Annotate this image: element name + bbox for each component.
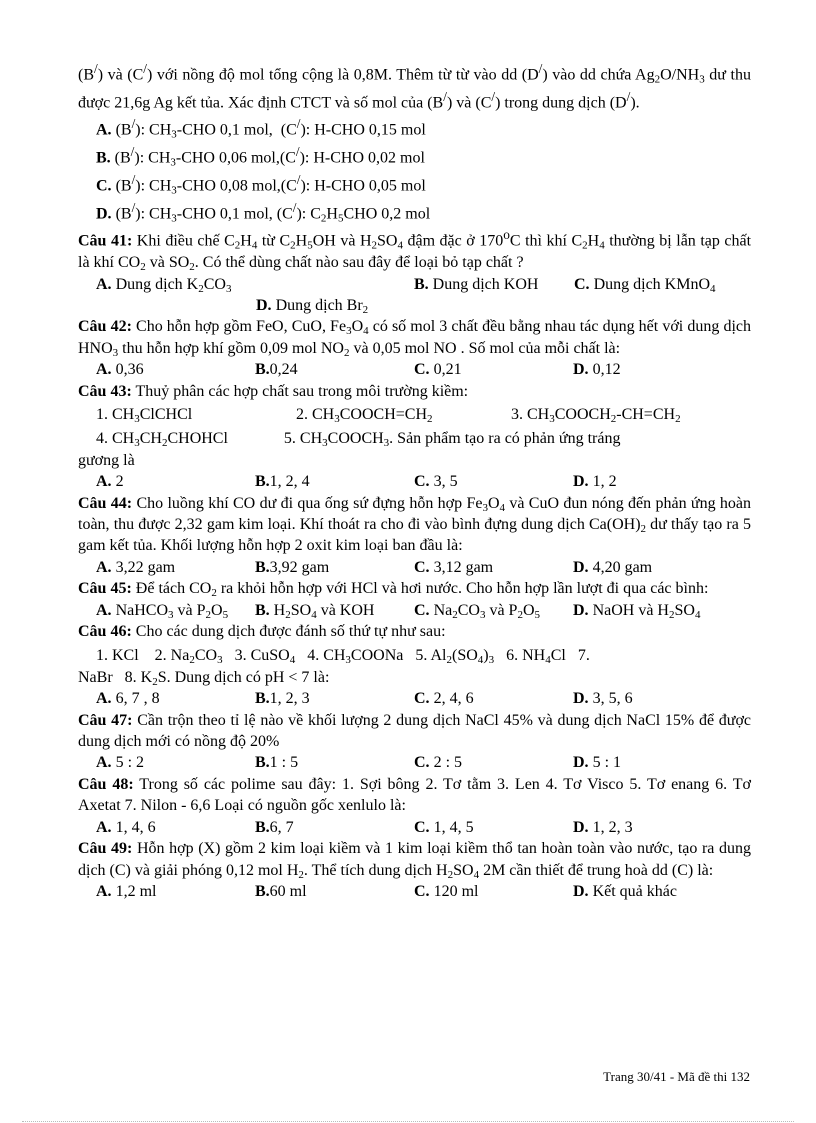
option-b: B.0,24 — [255, 361, 298, 379]
option-d: D. 1, 2, 3 — [573, 818, 633, 836]
page-edge-divider — [22, 1121, 794, 1122]
question-46-list-tail: NaBr 8. $K_2S$. Dung dịch có pH < 7 là: — [78, 668, 330, 688]
compound-2: 2. $CH_3COOCH=CH_2$ — [296, 405, 433, 425]
option-d: D. 0,12 — [573, 361, 621, 379]
option-b: B.1, 2, 3 — [255, 690, 310, 708]
question-46-list: 1. KCl 2. $Na_2CO_3$ 3. CuSO$_4$ 4. $CH_3COONa$ 5. $Al_2(SO_4)_3$ 6. $NH_4Cl$ 7. — [96, 647, 590, 667]
question-43-compounds-2: 4. $CH_3CH_2CHOHCl$ 5. $CH_3COOCH_3$. Sản phẩm tạo ra có phản ứng tráng — [96, 430, 621, 450]
compound-1: 1. $CH_3ClCHCl$ — [96, 405, 193, 425]
question-42-options — [96, 359, 751, 380]
option-a: A. Dung dịch $K_2CO_3$ — [96, 275, 232, 295]
question-45: Câu 45: Để tách $CO_2$ ra khỏi hỗn hợp với HCl và hơi nước. Cho hỗn hợp lần lượt đi qua các bình: — [78, 580, 709, 600]
option-c: C. $Na_2CO_3$ và $P_2O_5$ — [414, 601, 541, 621]
question-43-tail: gương là — [78, 451, 135, 469]
option-b: B.60 ml — [255, 882, 307, 900]
exam-page — [78, 58, 751, 902]
option-d: D. Kết quả khác — [573, 882, 677, 900]
option-d: D. NaOH và $H_2SO_4$ — [573, 601, 701, 621]
option-a: A. 1, 4, 6 — [96, 818, 156, 836]
question-41-options — [96, 274, 751, 295]
compound-3: 3. $CH_3COOCH_2-CH=CH_2$ — [511, 405, 681, 425]
option-b: B.3,92 gam — [255, 558, 330, 576]
option-a: A. 1,2 ml — [96, 882, 157, 900]
option-c: C. (B/): $CH_3$-CHO 0,08 mol,(C/): H-CHO 0,05 mol — [96, 171, 426, 197]
option-c: C. 2, 4, 6 — [414, 690, 474, 708]
question-46-options — [96, 688, 751, 709]
question-40-continuation: (B/) và (C/) với nồng độ mol tổng cộng là 0,8M. Thêm từ từ vào dd (D/) vào dd chứa $Ag_2O/NH_3$ dư thu được 21,6g Ag kết tủa. Xác định CTCT và số mol của (B/) và (C/) trong dung dịch (D/). — [78, 61, 751, 112]
option-c: C. 2 : 5 — [414, 754, 463, 772]
option-d: D. 4,20 gam — [573, 558, 653, 576]
option-a: A. 6, 7 , 8 — [96, 690, 160, 708]
question-45-options — [96, 600, 751, 621]
question-44-options — [96, 557, 751, 578]
question-49-options — [96, 881, 751, 902]
question-49: Câu 49: Hỗn hợp (X) gồm 2 kim loại kiềm và 1 kim loại kiềm thổ tan hoàn toàn vào nước, tạo ra dung dịch (C) và giải phóng 0,12 mol $H_2$. Thể tích dung dịch $H_2SO_4$ 2M cần thiết để trung hoà dd (C) là: — [78, 840, 752, 881]
option-c: C. 3, 5 — [414, 473, 458, 491]
question-42: Câu 42: Cho hỗn hợp gồm FeO, CuO, $Fe_3O_4$ có số mol 3 chất đều bằng nhau tác dụng hết với dung dịch $HNO_3$ thu hỗn hợp khí gồm 0,09 mol $NO_2$ và 0,05 mol NO . Số mol của mỗi chất là: — [78, 318, 752, 359]
option-a: A. 5 : 2 — [96, 754, 145, 772]
question-48: Câu 48: Trong số các polime sau đây: 1. Sợi bông 2. Tơ tằm 3. Len 4. Tơ Visco 5. Tơ enang 6. Tơ Axetat 7. Nilon - 6,6 Loại có nguồn gốc xenlulo là: — [78, 775, 752, 815]
question-47: Câu 47: Cần trộn theo tỉ lệ nào về khối lượng 2 dung dịch NaCl 45% và dung dịch NaCl 15% để được dung dịch mới có nồng độ 20% — [78, 711, 752, 751]
question-46: Câu 46: Cho các dung dịch được đánh số thứ tự như sau: — [78, 623, 446, 641]
question-41: Câu 41: Khi điều chế $C_2H_4$ từ $C_2H_5OH$ và $H_2SO_4$ đậm đặc ở 170$^o$C thì khí $C_2H_4$ thường bị lẫn tạp chất là khí $CO_2$ và $SO_2$. Có thể dùng chất nào sau đây để loại bỏ tạp chất ? — [78, 227, 752, 274]
question-47-options — [96, 752, 751, 773]
option-c: C. Dung dịch KMnO$_4$ — [574, 275, 716, 295]
option-c: C. 0,21 — [414, 361, 462, 379]
option-d: D. 1, 2 — [573, 473, 617, 491]
option-b: B.6, 7 — [255, 818, 294, 836]
option-c: C. 1, 4, 5 — [414, 818, 474, 836]
question-44: Câu 44: Cho luồng khí CO dư đi qua ống sứ đựng hỗn hợp $Fe_3O_4$ và CuO đun nóng đến phản ứng hoàn toàn, thu được 2,32 gam kim loại. Khí thoát ra cho đi vào bình đựng dung dịch $Ca(OH)_2$ dư thấy tạo ra 5 gam kết tủa. Khối lượng hỗn hợp 2 oxit kim loại ban đầu là: — [78, 494, 752, 555]
question-41-option-d — [256, 295, 751, 316]
option-a: A. (B/): $CH_3$-CHO 0,1 mol, (C/): H-CHO 0,15 mol — [96, 116, 426, 141]
option-a: A. NaHCO$_3$ và $P_2O_5$ — [96, 601, 229, 621]
option-d: D. 5 : 1 — [573, 754, 622, 772]
option-b: B.1 : 5 — [255, 754, 299, 772]
question-48-options — [96, 817, 751, 838]
option-b: B. $H_2SO_4$ và KOH — [255, 601, 375, 621]
option-c: C. 120 ml — [414, 882, 479, 900]
option-b: B. (B/): $CH_3$-CHO 0,06 mol,(C/): H-CHO 0,02 mol — [96, 144, 425, 169]
option-d: D. (B/): $CH_3$-CHO 0,1 mol, (C/): $C_2H_5CHO$ 0,2 mol — [96, 199, 431, 224]
option-a: A. 3,22 gam — [96, 558, 176, 576]
option-a: A. 0,36 — [96, 361, 144, 379]
question-43-options — [96, 471, 751, 492]
option-d: D. Dung dịch $Br_2$ — [256, 296, 369, 316]
option-d: D. 3, 5, 6 — [573, 690, 633, 708]
option-a: A. 2 — [96, 473, 124, 491]
option-c: C. 3,12 gam — [414, 558, 494, 576]
option-b: B.1, 2, 4 — [255, 473, 310, 491]
question-43: Câu 43: Thuỷ phân các hợp chất sau trong môi trường kiềm: — [78, 382, 469, 400]
page-footer: Trang 30/41 - Mã đề thi 132 — [603, 1069, 750, 1084]
question-43-compounds-1 — [96, 404, 751, 425]
option-b: B. Dung dịch KOH — [414, 275, 539, 293]
